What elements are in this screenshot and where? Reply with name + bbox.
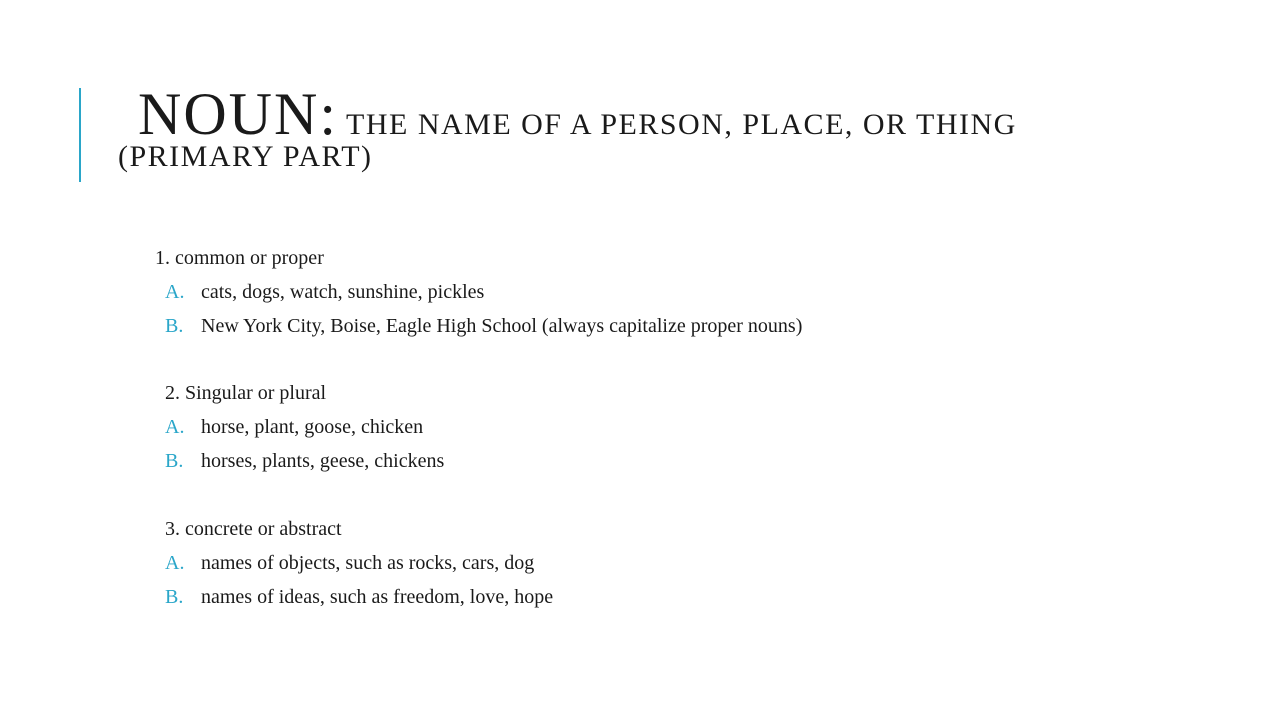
title-rest: THE NAME OF A PERSON, PLACE, OR THING [346, 108, 1017, 141]
section-heading-concrete-abstract: 3. concrete or abstract [165, 518, 342, 540]
list-marker: B. [165, 450, 184, 472]
list-item-text: names of objects, such as rocks, cars, dog [201, 552, 535, 574]
title-colon: : [319, 81, 337, 147]
list-item-text: cats, dogs, watch, sunshine, pickles [201, 281, 485, 303]
list-item [165, 280, 484, 304]
list-item-text: horses, plants, geese, chickens [201, 450, 445, 472]
title-line-2: (PRIMARY PART) [118, 140, 373, 173]
section-heading-singular-plural: 2. Singular or plural [165, 382, 327, 404]
list-item [165, 449, 444, 473]
list-item-text: names of ideas, such as freedom, love, hope [201, 586, 554, 608]
list-marker: B. [165, 586, 184, 608]
list-item [165, 585, 553, 609]
list-item-text: New York City, Boise, Eagle High School (always capitalize proper nouns) [201, 315, 803, 337]
list-marker: B. [165, 315, 184, 337]
list-marker: A. [165, 552, 185, 574]
list-item [165, 415, 423, 439]
list-marker: A. [165, 416, 185, 438]
section-heading-common-proper: 1. common or proper [155, 247, 324, 269]
list-item [165, 314, 802, 338]
title-main-word: NOUN [138, 81, 320, 147]
list-item [165, 551, 534, 575]
list-item-text: horse, plant, goose, chicken [201, 416, 424, 438]
list-marker: A. [165, 281, 185, 303]
